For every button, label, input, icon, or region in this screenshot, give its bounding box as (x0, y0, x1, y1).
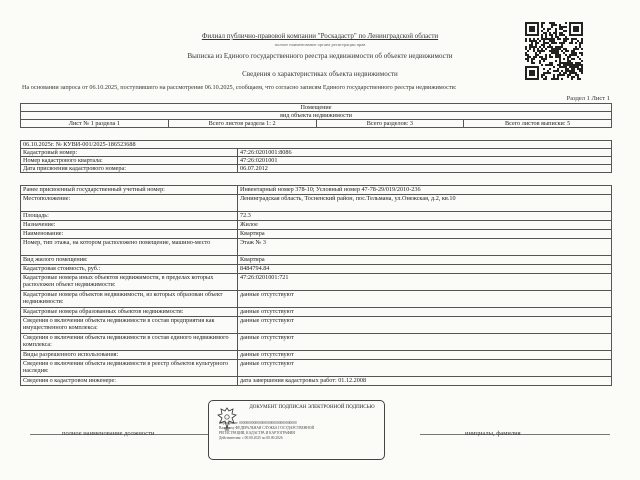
table-row-key: Сведения о включении объекта недвижимости в состав предприятия как имущественного комплекса: (21, 317, 238, 334)
table-row-value: Квартира (238, 230, 612, 239)
table-row-value: данные отсутствуют (238, 291, 612, 308)
stamp-line: РЕГИСТРАЦИИ, КАДАСТРА И КАРТОГРАФИИ (219, 431, 295, 435)
document-number: 06.10.2025г. № КУВИ-001/2025-186523688 (21, 141, 612, 149)
table-row-key: Кадастровая стоимость, руб.: (21, 265, 238, 274)
table-row-key: Местоположение: (21, 195, 238, 212)
table-row-value: данные отсутствуют (238, 308, 612, 317)
section-sheet-label: Раздел 1 Лист 1 (566, 95, 610, 102)
table-row-value: Ленинградская область, Тосненский район, пос.Тельмана, ул.Онежская, д.2, кв.10 (238, 195, 612, 212)
sheets-total: Всего листов выписки: 5 (464, 120, 612, 128)
table-row-key: Сведения о включении объекта недвижимости в реестр объектов культурного наследия: (21, 360, 238, 377)
table-row-value: Инвентарный номер 378-10; Условный номер 47-78-29/019/2010-236 (238, 186, 612, 195)
cadastral-quarter: 47:26:0201001 (238, 157, 612, 165)
object-header-table (20, 103, 612, 128)
electronic-signature-stamp (208, 400, 385, 460)
table-row-value: дата завершения кадастровых работ: 01.12.2008 (238, 377, 612, 386)
table-row-key: Наименование: (21, 230, 238, 239)
cadastral-number: 47:26:0201001:8086 (238, 149, 612, 157)
table-row-value: Квартира (238, 256, 612, 265)
table-row-value: Жилое (238, 221, 612, 230)
stamp-line: Действителен: с 00.00.2025 по 00.00.2026 (219, 436, 283, 440)
table-row-value: данные отсутствуют (238, 351, 612, 360)
table-row-key: Номер, тип этажа, на котором расположено помещение, машино-место (21, 239, 238, 256)
stamp-details (219, 421, 379, 441)
table-row-key: Кадастровый номер: (21, 149, 238, 157)
object-type: Помещение (21, 104, 612, 112)
object-type-note: вид объекта недвижимости (21, 112, 612, 120)
stamp-line: Сертификат: 00000000000000000000000000000000 (219, 421, 297, 425)
stamp-title: ДОКУМЕНТ ПОДПИСАН ЭЛЕКТРОННОЙ ПОДПИСЬЮ (249, 405, 375, 410)
table-row-key: Кадастровые номера образованных объектов недвижимости: (21, 308, 238, 317)
table-row-key: Виды разрешенного использования: (21, 351, 238, 360)
table-row-key: Кадастровые номера объектов недвижимости, из которых образован объект недвижимости: (21, 291, 238, 308)
table-row-key: Сведения о включении объекта недвижимости в состав единого недвижимого комплекса: (21, 334, 238, 351)
table-row-value: Этаж № 3 (238, 239, 612, 256)
table-row-key: Дата присвоения кадастрового номера: (21, 165, 238, 173)
position-label: полное наименование должности (62, 430, 155, 437)
table-row-value: данные отсутствуют (238, 334, 612, 351)
name-label: инициалы, фамилия (465, 430, 521, 437)
table-row-key: Сведения о кадастровом инженере: (21, 377, 238, 386)
characteristics-table (20, 185, 612, 386)
organization-note: полное наименование органа регистрации прав (274, 42, 366, 47)
organization-name: Филиал публично-правовой компании "Роскадастр" по Ленинградской области (201, 32, 439, 40)
sheets-in-section: Всего листов раздела 1: 2 (168, 120, 316, 128)
assignment-date: 06.07.2012 (238, 165, 612, 173)
table-row-value: данные отсутствуют (238, 360, 612, 377)
table-row-key: Ранее присвоенный государственный учетный номер: (21, 186, 238, 195)
sheet-number: Лист № 1 раздела 1 (21, 120, 169, 128)
table-row-value: 47:26:0201001:721 (238, 274, 612, 291)
table-row-key: Назначение: (21, 221, 238, 230)
table-row-key: Номер кадастрового квартала: (21, 157, 238, 165)
document-title: Выписка из Единого государственного реестра недвижимости об объекте недвижимости (187, 52, 453, 60)
sections-total: Всего разделов: 3 (316, 120, 464, 128)
request-basis-text: На основании запроса от 06.10.2025, поступившего на рассмотрение 06.10.2025, сообщаем, что согласно записям Единого государственного реестра недвижимости: (22, 84, 457, 91)
identification-table (20, 140, 612, 173)
table-row-value: данные отсутствуют (238, 317, 612, 334)
document-subtitle: Сведения о характеристиках объекта недвижимости (242, 70, 398, 78)
qr-code-icon (525, 22, 583, 80)
table-row-value: 8484794.84 (238, 265, 612, 274)
table-row-key: Кадастровые номера иных объектов недвижимости, в пределах которых расположен объект недвижимости: (21, 274, 238, 291)
table-row-key: Вид жилого помещения: (21, 256, 238, 265)
table-row-key: Площадь: (21, 212, 238, 221)
table-row-value: 72.3 (238, 212, 612, 221)
stamp-line: Владелец: ФЕДЕРАЛЬНАЯ СЛУЖБА ГОСУДАРСТВЕННОЙ (219, 426, 315, 430)
